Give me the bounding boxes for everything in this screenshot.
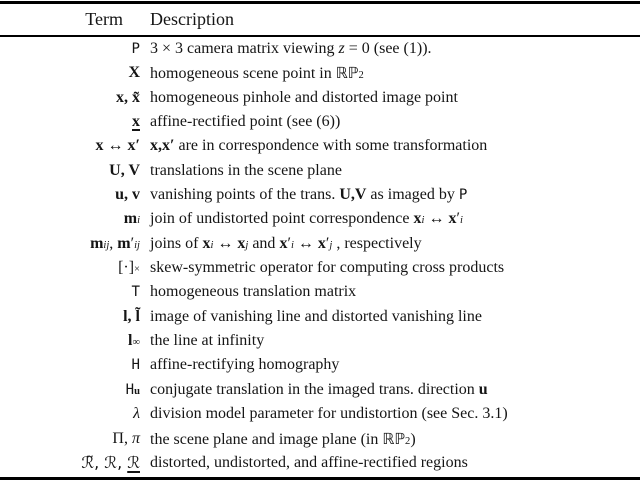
text-segment: j: [329, 239, 333, 251]
text-segment: ,: [109, 234, 118, 252]
text-segment: x: [202, 234, 211, 252]
text-segment: i: [210, 239, 214, 251]
table-row: [0, 256, 640, 280]
text-segment: affine-rectified point (see (6)): [150, 113, 341, 131]
text-segment: u, v: [115, 186, 140, 204]
text-segment: skew-symmetric operator for computing cross products: [150, 259, 505, 277]
text-segment: the scene plane and image plane (in: [150, 430, 383, 448]
description-cell: [150, 110, 640, 134]
text-segment: x: [317, 234, 326, 252]
table-row: [0, 451, 640, 475]
text-segment: ℝℙ: [382, 429, 406, 448]
text-segment: i: [137, 215, 140, 227]
description-cell: [150, 427, 640, 451]
description-cell: [150, 207, 640, 231]
description-cell: [150, 134, 640, 158]
text-segment: image of vanishing line and distorted vanishing line: [150, 307, 482, 325]
text-segment: join of undistorted point correspondence: [150, 210, 414, 228]
table-row: [0, 110, 640, 134]
description-cell: [150, 402, 640, 426]
text-segment: ∞: [132, 337, 140, 349]
table-row: [0, 305, 640, 329]
text-segment: homogeneous pinhole and distorted image point: [150, 88, 458, 106]
table-row: [0, 134, 640, 158]
text-segment: ↔: [424, 210, 449, 228]
text-segment: ×: [134, 264, 140, 276]
description-cell: [150, 61, 640, 85]
text-segment: 2: [358, 70, 364, 82]
description-cell: [150, 329, 640, 353]
table-row: [0, 427, 640, 451]
text-segment: ′: [456, 210, 460, 228]
text-segment: and: [248, 234, 280, 252]
text-segment: X: [128, 64, 140, 82]
text-segment: x: [413, 210, 422, 228]
table-row: [0, 280, 640, 304]
text-segment: H: [125, 381, 135, 398]
text-segment: U, V: [109, 161, 140, 179]
text-segment: j: [245, 239, 249, 251]
text-segment: x: [279, 234, 288, 252]
term-cell: [0, 402, 140, 426]
text-segment: as imaged by: [366, 186, 459, 204]
text-segment: T: [131, 284, 140, 301]
text-segment: l: [128, 332, 133, 350]
term-cell: [0, 110, 140, 134]
text-segment: m: [117, 234, 131, 252]
table-rows: [0, 37, 640, 475]
description-cell: [150, 183, 640, 207]
text-segment: x: [448, 210, 457, 228]
text-segment: Π,: [112, 429, 132, 447]
term-cell: [0, 37, 140, 61]
table-row: [0, 353, 640, 377]
description-cell: [150, 353, 640, 377]
term-cell: [0, 378, 140, 402]
text-segment: i: [459, 215, 463, 227]
term-cell: [0, 305, 140, 329]
text-segment: ij: [134, 239, 140, 251]
text-segment: i: [421, 215, 425, 227]
term-cell: [0, 353, 140, 377]
text-segment: ′: [287, 234, 291, 252]
text-segment: translations in the scene plane: [150, 161, 342, 179]
text-segment: z: [338, 40, 345, 57]
text-segment: x, x̃: [116, 88, 140, 106]
text-segment: P: [458, 187, 468, 204]
table-row: [0, 159, 640, 183]
text-segment: , respectively: [332, 234, 422, 252]
text-segment: conjugate translation in the imaged trans. direction: [150, 380, 479, 398]
text-segment: 2: [405, 435, 411, 447]
text-segment: ↔: [213, 234, 238, 252]
text-segment: P: [131, 41, 140, 57]
table-row: [0, 402, 640, 426]
term-cell: [0, 183, 140, 207]
table-row: [0, 207, 640, 231]
text-segment: i: [290, 239, 294, 251]
table-header-row: [0, 4, 640, 35]
text-segment: λ: [133, 405, 140, 423]
text-segment: ij: [103, 239, 110, 251]
text-segment: x,x′: [150, 137, 175, 155]
text-segment: affine-rectifying homography: [150, 356, 340, 374]
table-row: [0, 37, 640, 61]
text-segment: [·]: [118, 259, 135, 277]
description-cell: [150, 86, 640, 110]
text-segment: homogeneous translation matrix: [150, 283, 357, 301]
table-row: [0, 329, 640, 353]
text-segment: are in correspondence with some transformation: [174, 137, 488, 155]
description-cell: [150, 451, 640, 475]
text-segment: vanishing points of the trans.: [150, 186, 340, 204]
text-segment: m: [123, 210, 138, 228]
text-segment: x: [132, 113, 140, 131]
table-row: [0, 86, 640, 110]
term-cell: [0, 232, 140, 256]
text-segment: l, l̃: [123, 307, 140, 325]
text-segment: division model parameter for undistortion (see Sec. 3.1): [150, 405, 508, 423]
description-cell: [150, 378, 640, 402]
term-cell: [0, 134, 140, 158]
text-segment: x ↔ x′: [95, 137, 140, 155]
description-cell: [150, 159, 640, 183]
text-segment: H: [131, 357, 140, 374]
description-cell: [150, 256, 640, 280]
text-segment: ℛ: [127, 452, 140, 472]
table-row: [0, 183, 640, 207]
table-row: [0, 378, 640, 402]
text-segment: the line at infinity: [150, 332, 265, 350]
text-segment: x: [237, 234, 246, 252]
term-cell: [0, 427, 140, 451]
term-cell: [0, 61, 140, 85]
text-segment: π: [131, 429, 140, 447]
description-cell: [150, 280, 640, 304]
table-bottom-rule: [0, 477, 640, 480]
term-cell: [0, 86, 140, 110]
text-segment: distorted, undistorted, and affine-rectified regions: [150, 453, 468, 471]
text-segment: homogeneous scene point in: [150, 65, 336, 83]
term-cell: [0, 159, 140, 183]
description-cell: [150, 305, 640, 329]
text-segment: ′: [130, 234, 135, 252]
text-segment: ↔: [293, 234, 318, 252]
text-segment: 3 × 3 camera matrix viewing: [150, 40, 339, 57]
term-cell: [0, 329, 140, 353]
table-row: [0, 232, 640, 256]
description-cell: [150, 37, 640, 61]
text-segment: = 0 (see (1)).: [344, 40, 432, 57]
description-column-header: Description: [150, 9, 234, 29]
term-column-header: Term: [85, 9, 123, 29]
term-cell: [0, 451, 140, 475]
text-segment: ′: [325, 234, 330, 252]
term-cell: [0, 207, 140, 231]
text-segment: joins of: [150, 234, 203, 252]
text-segment: U,V: [339, 186, 367, 204]
text-segment: ℝℙ: [335, 64, 359, 83]
description-cell: [150, 232, 640, 256]
text-segment: u: [134, 385, 140, 397]
text-segment: ): [410, 430, 416, 448]
text-segment: u: [478, 380, 488, 398]
text-segment: ℛ̃, ℛ,: [81, 452, 128, 472]
text-segment: m: [90, 234, 104, 252]
term-cell: [0, 256, 140, 280]
table-row: [0, 61, 640, 85]
term-cell: [0, 280, 140, 304]
